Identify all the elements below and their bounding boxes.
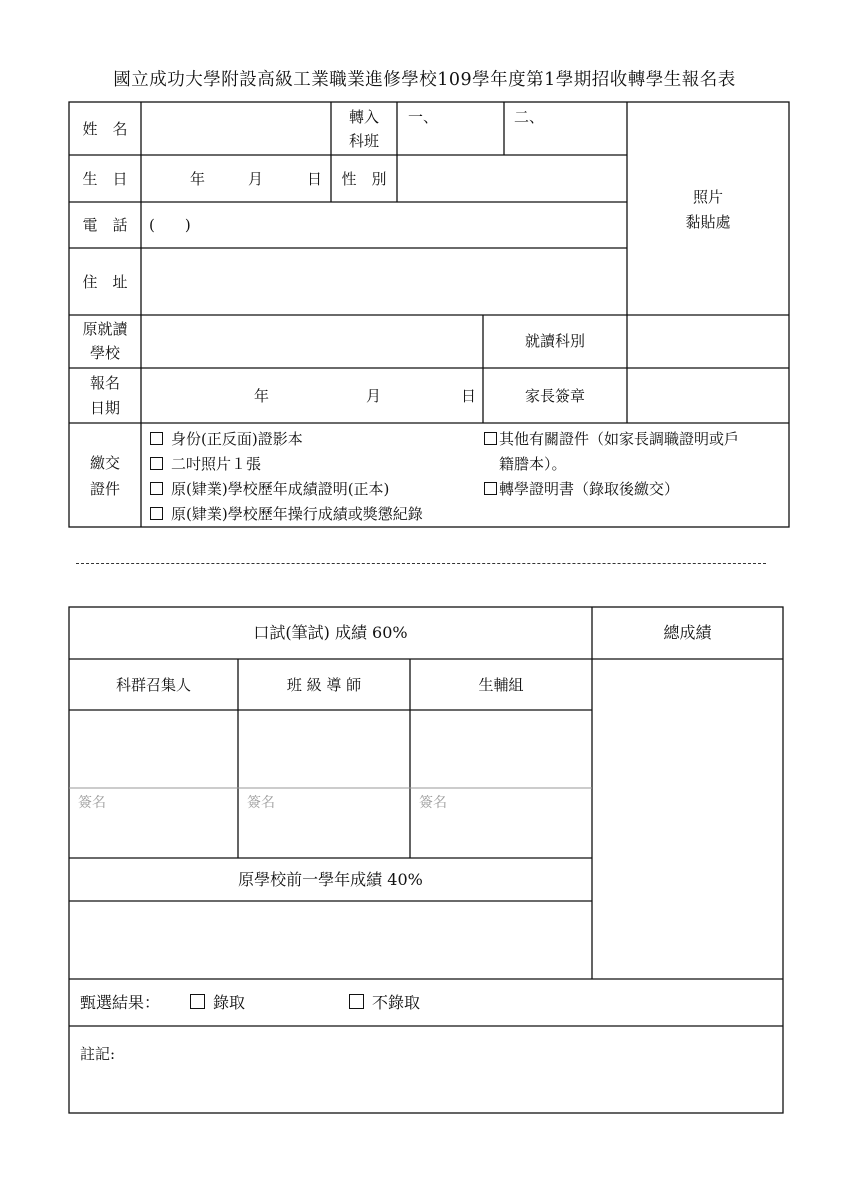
result-label: 甄選結果： — [80, 993, 161, 1012]
checkbox-icon[interactable] — [484, 432, 497, 445]
birthday-day: 日 — [307, 170, 323, 188]
prev-department-label: 就讀科別 — [524, 332, 585, 350]
birthday-year: 年 — [190, 170, 206, 188]
reviewer-student-affairs: 生輔組 — [478, 676, 524, 694]
birthday-month: 月 — [248, 170, 264, 188]
parent-seal-label: 家長簽章 — [524, 387, 585, 405]
birthday-label: 生 日 — [82, 170, 128, 188]
phone-label: 電 話 — [82, 216, 128, 234]
transfer-class-label-line1: 轉入 — [348, 108, 379, 126]
apply-date-label-line1: 報名 — [89, 374, 120, 392]
photo-label-line1: 照片 — [692, 188, 723, 206]
transfer-class-label-line2: 科班 — [348, 132, 379, 150]
documents-label-line2: 證件 — [89, 480, 120, 498]
apply-month: 月 — [366, 387, 382, 405]
checkbox-icon[interactable] — [150, 457, 163, 470]
prev-school-label-line1: 原就讀 — [82, 320, 128, 338]
address-label: 住 址 — [82, 273, 128, 291]
document-item[interactable]: 身份(正反面)證影本 — [150, 428, 303, 450]
reviewer-coordinator: 科群召集人 — [115, 676, 191, 694]
document-item[interactable]: 原(肄業)學校歷年操行成績或獎懲紀錄 — [150, 503, 423, 525]
page-title: 國立成功大學附設高級工業職業進修學校109學年度第1學期招收轉學生報名表 — [113, 70, 736, 90]
gender-label: 性 別 — [341, 170, 387, 188]
result-reject-option[interactable]: 不錄取 — [349, 992, 420, 1014]
reviewer-homeroom-teacher: 班 級 導 師 — [286, 676, 362, 694]
phone-area-code[interactable]: ( ) — [149, 216, 191, 234]
cut-line — [76, 563, 766, 564]
apply-day: 日 — [461, 387, 477, 405]
photo-label-line2: 黏貼處 — [685, 213, 731, 231]
oral-exam-header: 口試(筆試) 成績 60% — [253, 623, 408, 642]
checkbox-icon[interactable] — [150, 507, 163, 520]
transfer-choice-2[interactable]: 二、 — [514, 108, 545, 126]
prev-school-label-line2: 學校 — [89, 344, 120, 362]
checkbox-icon[interactable] — [150, 482, 163, 495]
name-field[interactable] — [141, 104, 331, 154]
prev-grade-header: 原學校前一學年成績 40% — [238, 870, 423, 889]
checkbox-icon[interactable] — [349, 994, 364, 1009]
document-item-other[interactable]: 其他有關證件（如家長調職證明或戶 — [484, 428, 739, 450]
document-item[interactable]: 原(肄業)學校歷年成績證明(正本) — [150, 478, 389, 500]
document-item-other-line2: 籍謄本）。 — [499, 455, 567, 473]
sign-hint: 簽名 — [78, 795, 106, 811]
document-item[interactable]: 二吋照片１張 — [150, 453, 261, 475]
result-admit-option[interactable]: 錄取 — [190, 992, 245, 1014]
checkbox-icon[interactable] — [484, 482, 497, 495]
total-score-header: 總成績 — [663, 623, 712, 642]
documents-label-line1: 繳交 — [89, 454, 120, 472]
apply-year: 年 — [254, 387, 270, 405]
transfer-choice-1[interactable]: 一、 — [408, 108, 439, 126]
sign-hint: 簽名 — [247, 795, 275, 811]
checkbox-icon[interactable] — [150, 432, 163, 445]
sign-hint: 簽名 — [419, 795, 447, 811]
notes-label: 註記: — [80, 1045, 116, 1063]
name-label: 姓 名 — [82, 120, 128, 138]
apply-date-label-line2: 日期 — [89, 399, 120, 417]
total-score-field[interactable] — [593, 661, 782, 978]
checkbox-icon[interactable] — [190, 994, 205, 1009]
document-item-transfer-cert[interactable]: 轉學證明書（錄取後繳交） — [484, 478, 679, 500]
